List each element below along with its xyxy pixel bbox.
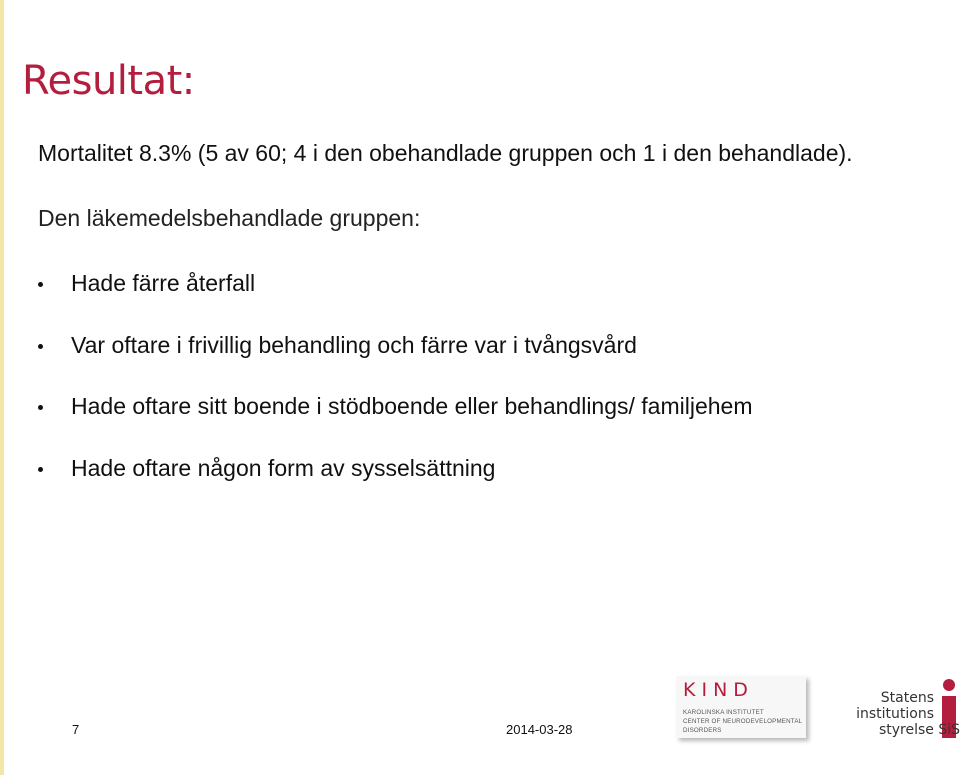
bullet-icon [38,405,43,410]
bullet-icon [38,344,43,349]
sis-logo [856,678,960,748]
kind-logo-word: KIND [683,679,754,701]
bullet-text: Hade oftare sitt boende i stödboende eller behandlings/ familjehem [71,393,753,419]
sis-logo-line: styrelse SiS [878,722,960,738]
bullet-text: Hade oftare någon form av sysselsättning [71,454,496,481]
sis-logo-line: institutions [856,706,934,722]
kind-logo-line: DISORDERS [683,727,722,734]
page-number: 7 [72,722,80,737]
sis-logo-line: Statens [880,690,934,706]
slide-title: Resultat: [22,58,195,104]
left-rule [0,0,4,775]
bullet-icon [38,467,43,472]
kind-logo-line: KAROLINSKA INSTITUTET [683,709,764,716]
bullet-icon [38,282,43,287]
kind-logo [676,676,806,738]
bullet-text: Var oftare i frivillig behandling och färre var i tvångsvård [71,331,637,358]
slide-date: 2014-03-28 [506,722,573,737]
bullet-text: Hade färre återfall [71,270,256,296]
mortality-text: Mortalitet 8.3% (5 av 60; 4 i den obehandlade gruppen och 1 i den behandlade). [38,140,853,166]
group-subheading: Den läkemedelsbehandlade gruppen: [38,205,421,231]
kind-logo-line: CENTER OF NEURODEVELOPMENTAL [683,718,803,725]
